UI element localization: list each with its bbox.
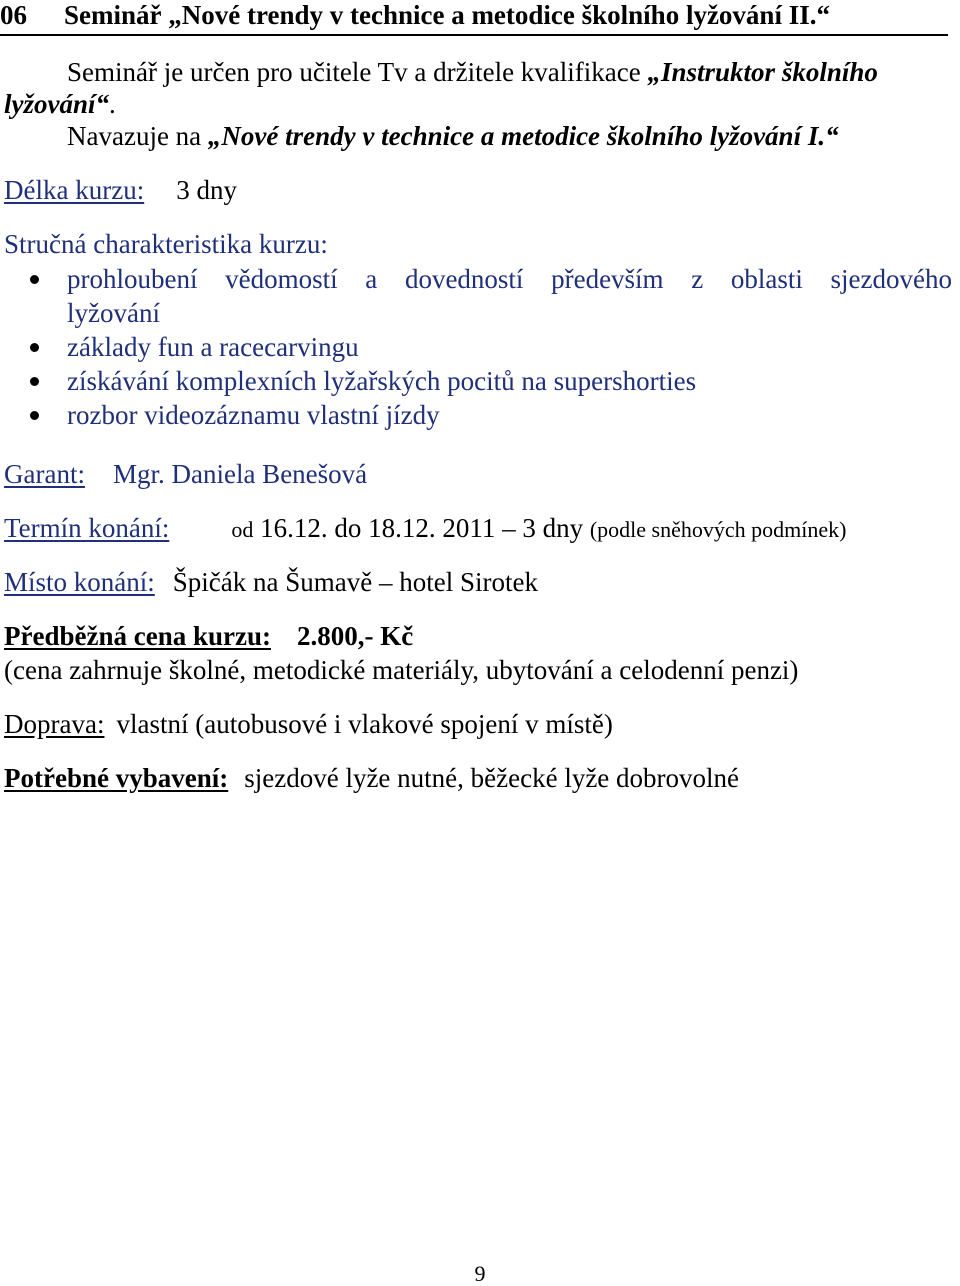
place-row [4,566,538,598]
guarantor-row [4,458,367,490]
list-item-text: základy fun a racecarvingu [67,332,359,362]
list-item-text: získávání komplexních lyžařských pocitů na supershorties [67,366,697,396]
intro-qualification-2: lyžování“ [4,89,109,119]
section-title: Seminář „Nové trendy v technice a metodice školního lyžování II.“ [64,0,830,30]
duration-row [4,174,237,206]
price-value: 2.800,- Kč [296,621,414,651]
intro-previous-seminar: „Nové trendy v technice a metodice školního lyžování I.“ [207,121,839,151]
intro-line-2 [4,88,116,120]
bullet-icon [30,275,39,284]
guarantor-label: Garant: [4,459,85,489]
intro-line-1 [67,56,878,88]
transport-label: Doprava: [4,709,105,739]
page-number: 9 [474,1261,486,1286]
section-number: 06 [0,0,27,30]
equipment-label: Potřebné vybavení: [4,763,229,793]
duration-label: Délka kurzu: [4,175,145,205]
list-item [0,398,960,432]
term-note: (podle sněhových podmínek) [589,517,847,542]
intro-qualification-1: „Instruktor školního [647,57,878,87]
duration-value: 3 dny [176,175,237,205]
term-od: od [231,517,254,542]
equipment-value: sjezdové lyže nutné, běžecké lyže dobrovolné [244,763,740,793]
term-row [4,512,846,546]
bullet-icon [30,377,39,386]
intro-text-1: Seminář je určen pro učitele Tv a držitele kvalifikace [67,57,648,87]
equipment-row [4,762,739,794]
list-item-text: prohloubení vědomostí a dovedností především z oblasti sjezdového [67,264,952,294]
price-row [4,620,413,652]
list-item [0,364,960,398]
price-note: (cena zahrnuje školné, metodické materiály, ubytování a celodenní penzi) [4,655,799,685]
intro-line-3 [67,120,839,152]
list-item-text: rozbor videozáznamu vlastní jízdy [67,400,440,430]
intro-text-3: Navazuje na [67,121,208,151]
characteristics-label: Stručná charakteristika kurzu: [4,229,328,259]
transport-row [4,708,613,740]
transport-value: vlastní (autobusové i vlakové spojení v místě) [116,709,613,739]
term-dates: 16.12. do 18.12. 2011 – 3 dny [260,513,584,543]
list-item-text-cont: lyžování [67,298,160,328]
guarantor-value: Mgr. Daniela Benešová [112,459,368,489]
price-label: Předběžná cena kurzu: [4,621,271,651]
section-heading [0,0,948,36]
term-label: Termín konání: [4,513,170,543]
place-label: Místo konání: [4,567,155,597]
bullet-icon [30,411,39,420]
characteristics-list [0,262,960,432]
list-item [0,330,960,364]
bullet-icon [30,343,39,352]
place-value: Špičák na Šumavě – hotel Sirotek [172,567,538,597]
list-item [0,262,960,330]
intro-period: . [109,89,116,119]
